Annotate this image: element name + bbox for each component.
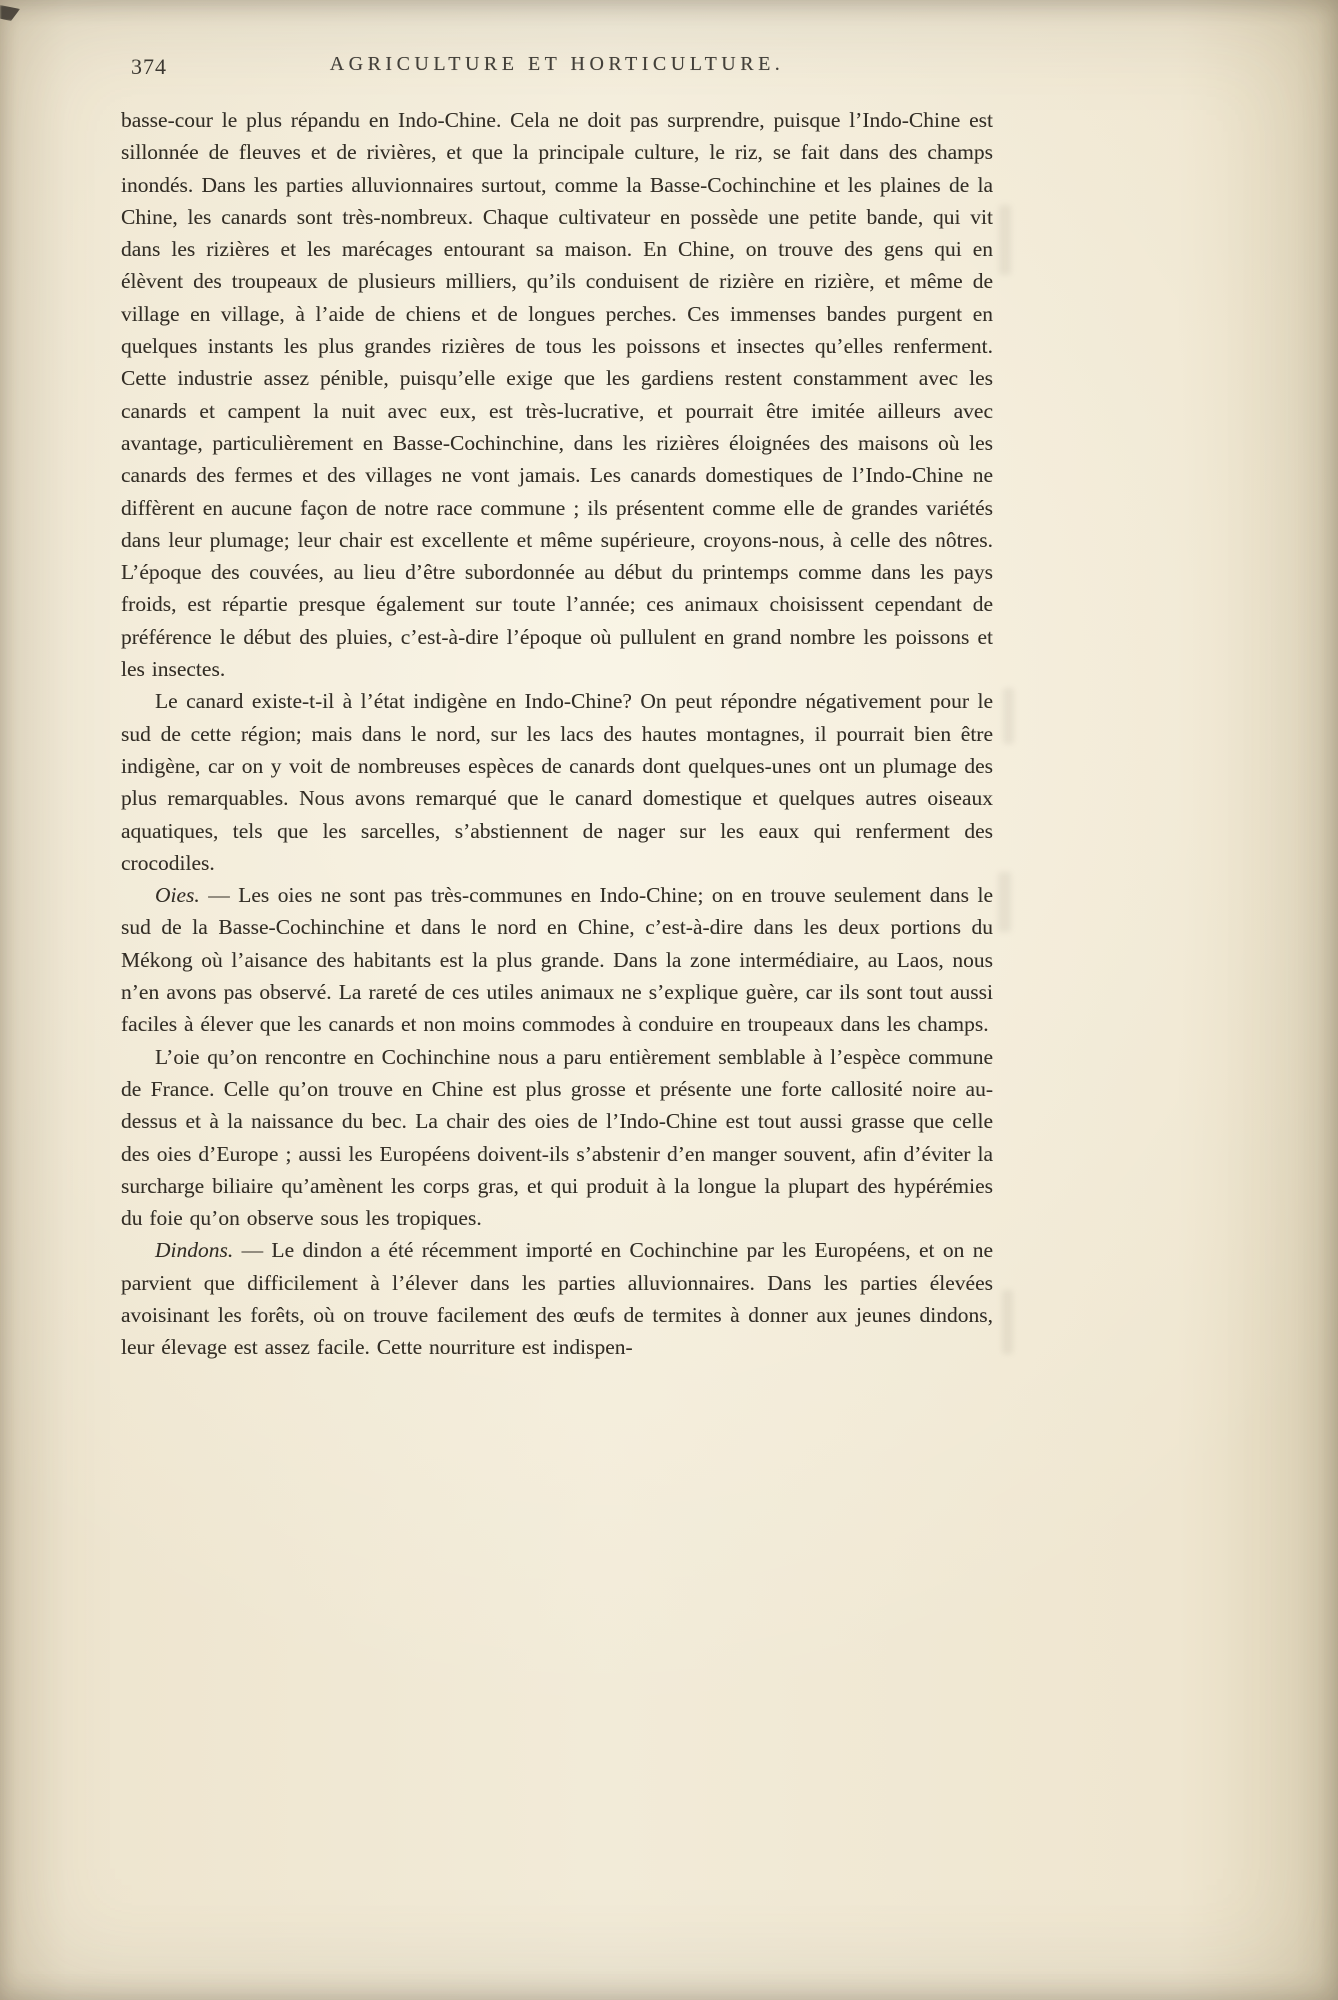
- running-title: AGRICULTURE ET HORTICULTURE.: [329, 53, 785, 75]
- paragraph-5-lead: Dindons.: [155, 1238, 234, 1263]
- paragraph-5-text: — Le dindon a été récemment importé en Cochinchine par les Européens, et on ne parvient que difficilement à l’élever dans les parties alluvionnaires. Dans les parties élevées avoisinant les forêts, où on trouve facilement des œufs de termites à donner aux jeunes dindons, leur élevage est assez facile. Cette nourriture est indispen-: [121, 1238, 993, 1360]
- page-number: 374: [131, 54, 167, 79]
- paragraph-5: [121, 1234, 993, 1363]
- ink-bleed-mark: [1002, 1290, 1013, 1354]
- paragraph-3-lead: Oies.: [155, 883, 200, 908]
- paragraph-2: [121, 685, 993, 879]
- paragraph-1-text: basse-cour le plus répandu en Indo-Chine. Cela ne doit pas surprendre, puisque l’Indo-Chine est sillonnée de fleuves et de rivières, et que la principale culture, le riz, se fait dans des champs inondés. Dans les parties alluvionnaires surtout, comme la Basse-Cochinchine et les plaines de la Chine, les canards sont très-nombreux. Chaque cultivateur en possède une petite bande, qui vit dans les rizières et les marécages entourant sa maison. En Chine, on trouve des gens qui en élèvent des troupeaux de plusieurs milliers, qu’ils conduisent de rizière en rizière, et même de village en village, à l’aide de chiens et de longues perches. Ces immenses bandes purgent en quelques instants les plus grandes rizières de tous les poissons et insectes qu’elles renferment. Cette industrie assez pénible, puisqu’elle exige que les gardiens restent constamment avec les canards et campent la nuit avec eux, est très-lucrative, et pourrait être imitée ailleurs avec avantage, particulièrement en Basse-Cochinchine, dans les rizières éloignées des maisons où les canards des fermes et des villages ne vont jamais. Les canards domestiques de l’Indo-Chine ne diffèrent en aucune façon de notre race commune ; ils présentent comme elle de grandes variétés dans leur plumage; leur chair est excellente et même supérieure, croyons-nous, à celle des nôtres. L’époque des couvées, au lieu d’être subordonnée au début du printemps comme dans les pays froids, est répartie presque également sur toute l’année; ces animaux choisissent cependant de préférence le début des pluies, c’est-à-dire l’époque où pullulent en grand nombre les poissons et les insectes.: [121, 108, 993, 682]
- ink-bleed-mark: [999, 205, 1011, 275]
- paragraph-4-text: L’oie qu’on rencontre en Cochinchine nous a paru entièrement semblable à l’espèce commune de France. Celle qu’on trouve en Chine est plus grosse et présente une forte callosité noire au-dessus et à la naissance du bec. La chair des oies de l’Indo-Chine est tout aussi grasse que celle des oies d’Europe ; aussi les Européens doivent-ils s’abstenir d’en manger souvent, afin d’éviter la surcharge biliaire qu’amènent les corps gras, et qui produit à la longue la plupart des hypérémies du foie qu’on observe sous les tropiques.: [121, 1044, 993, 1231]
- page-header: [121, 52, 993, 94]
- ink-bleed-mark: [1003, 688, 1014, 744]
- ink-bleed-mark: [998, 872, 1011, 932]
- paragraph-2-text: Le canard existe-t-il à l’état indigène en Indo-Chine? On peut répondre négativement pour le sud de cette région; mais dans le nord, sur les lacs des hautes montagnes, il pourrait bien être indigène, car on y voit de nombreuses espèces de canards dont quelques-unes ont un plumage des plus remarquables. Nous avons remarqué que le canard domestique et quelques autres oiseaux aquatiques, tels que les sarcelles, s’abstiennent de nager sur les eaux qui renferment des crocodiles.: [121, 689, 993, 875]
- paragraph-4: [121, 1041, 993, 1235]
- paragraph-1: [121, 104, 993, 685]
- body-text: [121, 104, 993, 1364]
- paragraph-3-text: — Les oies ne sont pas très-communes en Indo-Chine; on en trouve seulement dans le sud de la Basse-Cochinchine et dans le nord en Chine, c’est-à-dire dans les deux portions du Mékong où l’aisance des habitants est la plus grande. Dans la zone intermédiaire, au Laos, nous n’en avons pas observé. La rareté de ces utiles animaux ne s’explique guère, car ils sont tout aussi faciles à élever que les canards et non moins commodes à conduire en troupeaux dans les champs.: [121, 883, 993, 1037]
- text-block: [121, 52, 993, 1364]
- scan-corner-artifact: [0, 5, 20, 21]
- paragraph-3: [121, 879, 993, 1040]
